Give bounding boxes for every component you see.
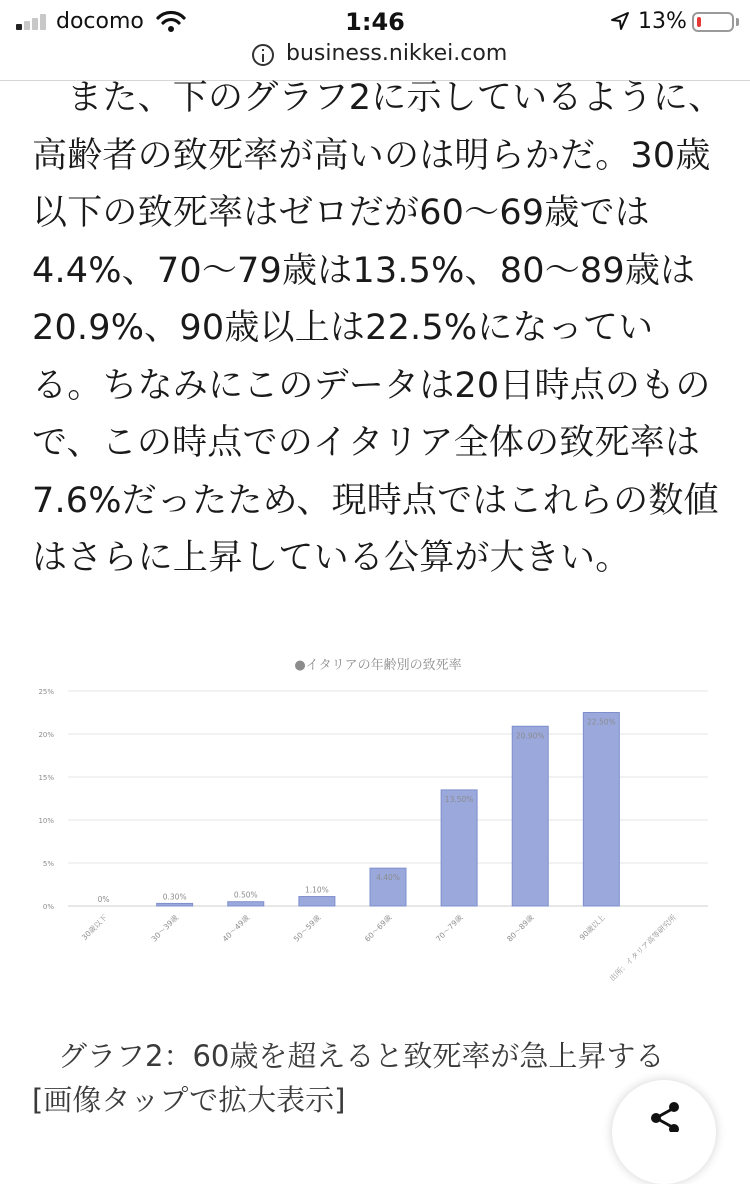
y-tick-label: 0% bbox=[42, 903, 54, 911]
chart-title: ●イタリアの年齢別の致死率 bbox=[294, 658, 462, 673]
article-line: で、この時点でのイタリア全体の致死率は bbox=[32, 423, 701, 463]
status-bar bbox=[0, 0, 750, 44]
x-tick-label: 80〜89歳 bbox=[505, 913, 536, 944]
y-tick-label: 25% bbox=[38, 688, 54, 696]
article-line: 以下の致死率はゼロだが60〜69歳では bbox=[32, 193, 650, 233]
battery-level-fill bbox=[697, 17, 701, 27]
chart-source-note: 出所：イタリア高等研究所 bbox=[607, 913, 678, 984]
share-icon bbox=[648, 1100, 682, 1132]
chart-bar bbox=[157, 903, 193, 906]
enlarge-link[interactable]: [画像タップで拡大表示] bbox=[32, 1083, 346, 1117]
chart-bar bbox=[299, 897, 335, 906]
chart-figure[interactable] bbox=[28, 650, 728, 1020]
url-text[interactable]: business.nikkei.com bbox=[286, 41, 508, 66]
chart-bar bbox=[512, 726, 548, 906]
carrier-name: docomo bbox=[56, 9, 144, 34]
article-paragraph bbox=[32, 70, 732, 588]
article-line: また、下のグラフ2に示しているように、 bbox=[32, 78, 724, 118]
bar-value-label: 22.50% bbox=[587, 717, 616, 727]
bar-value-label: 0.50% bbox=[233, 890, 258, 900]
info-icon[interactable] bbox=[252, 44, 274, 66]
y-tick-label: 10% bbox=[38, 817, 54, 825]
y-tick-label: 20% bbox=[38, 731, 54, 739]
status-time: 1:46 bbox=[345, 8, 405, 36]
bar-value-label: 13.50% bbox=[444, 794, 474, 804]
battery-percentage: 13% bbox=[638, 9, 687, 34]
x-tick-label: 70〜79歳 bbox=[434, 913, 465, 944]
article-line: 高齢者の致死率が高いのは明らかだ。30歳 bbox=[32, 135, 711, 176]
bar-chart[interactable] bbox=[28, 650, 728, 1020]
x-tick-label: 40〜49歳 bbox=[220, 913, 252, 944]
article-line: 7.6%だったため、現時点ではこれらの数値 bbox=[32, 480, 719, 521]
bar-value-label: 20.90% bbox=[515, 731, 545, 741]
bar-value-label: 4.40% bbox=[376, 873, 400, 883]
x-tick-label: 90歳以上 bbox=[577, 913, 607, 943]
article-line: 4.4%、70〜79歳は13.5%、80〜89歳は bbox=[32, 250, 696, 291]
chart-bar bbox=[228, 902, 264, 906]
x-tick-label: 60〜69歳 bbox=[362, 913, 394, 944]
article-line: る。ちなみにこのデータは20日時点のもの bbox=[32, 365, 711, 406]
chart-bar bbox=[441, 790, 477, 906]
bar-value-label: 1.10% bbox=[304, 885, 329, 895]
article-line: 20.9%、90歳以上は22.5%になってい bbox=[32, 308, 654, 348]
bar-value-label: 0.30% bbox=[162, 892, 187, 902]
caption-text: グラフ2：60歳を超えると致死率が急上昇する bbox=[58, 1039, 665, 1073]
y-tick-label: 5% bbox=[42, 860, 54, 868]
battery-icon bbox=[692, 12, 734, 32]
x-tick-label: 50〜59歳 bbox=[291, 913, 323, 944]
bar-value-label: 0% bbox=[97, 895, 110, 904]
battery-tip bbox=[736, 18, 739, 26]
chart-bar bbox=[583, 713, 619, 907]
article-line: はさらに上昇している公算が大きい。 bbox=[32, 538, 631, 578]
y-tick-label: 15% bbox=[38, 774, 54, 782]
share-button[interactable] bbox=[612, 1080, 716, 1184]
x-tick-label: 30〜39歳 bbox=[149, 913, 181, 944]
x-tick-label: 30歳以下 bbox=[79, 913, 109, 943]
location-arrow-icon bbox=[610, 11, 630, 31]
